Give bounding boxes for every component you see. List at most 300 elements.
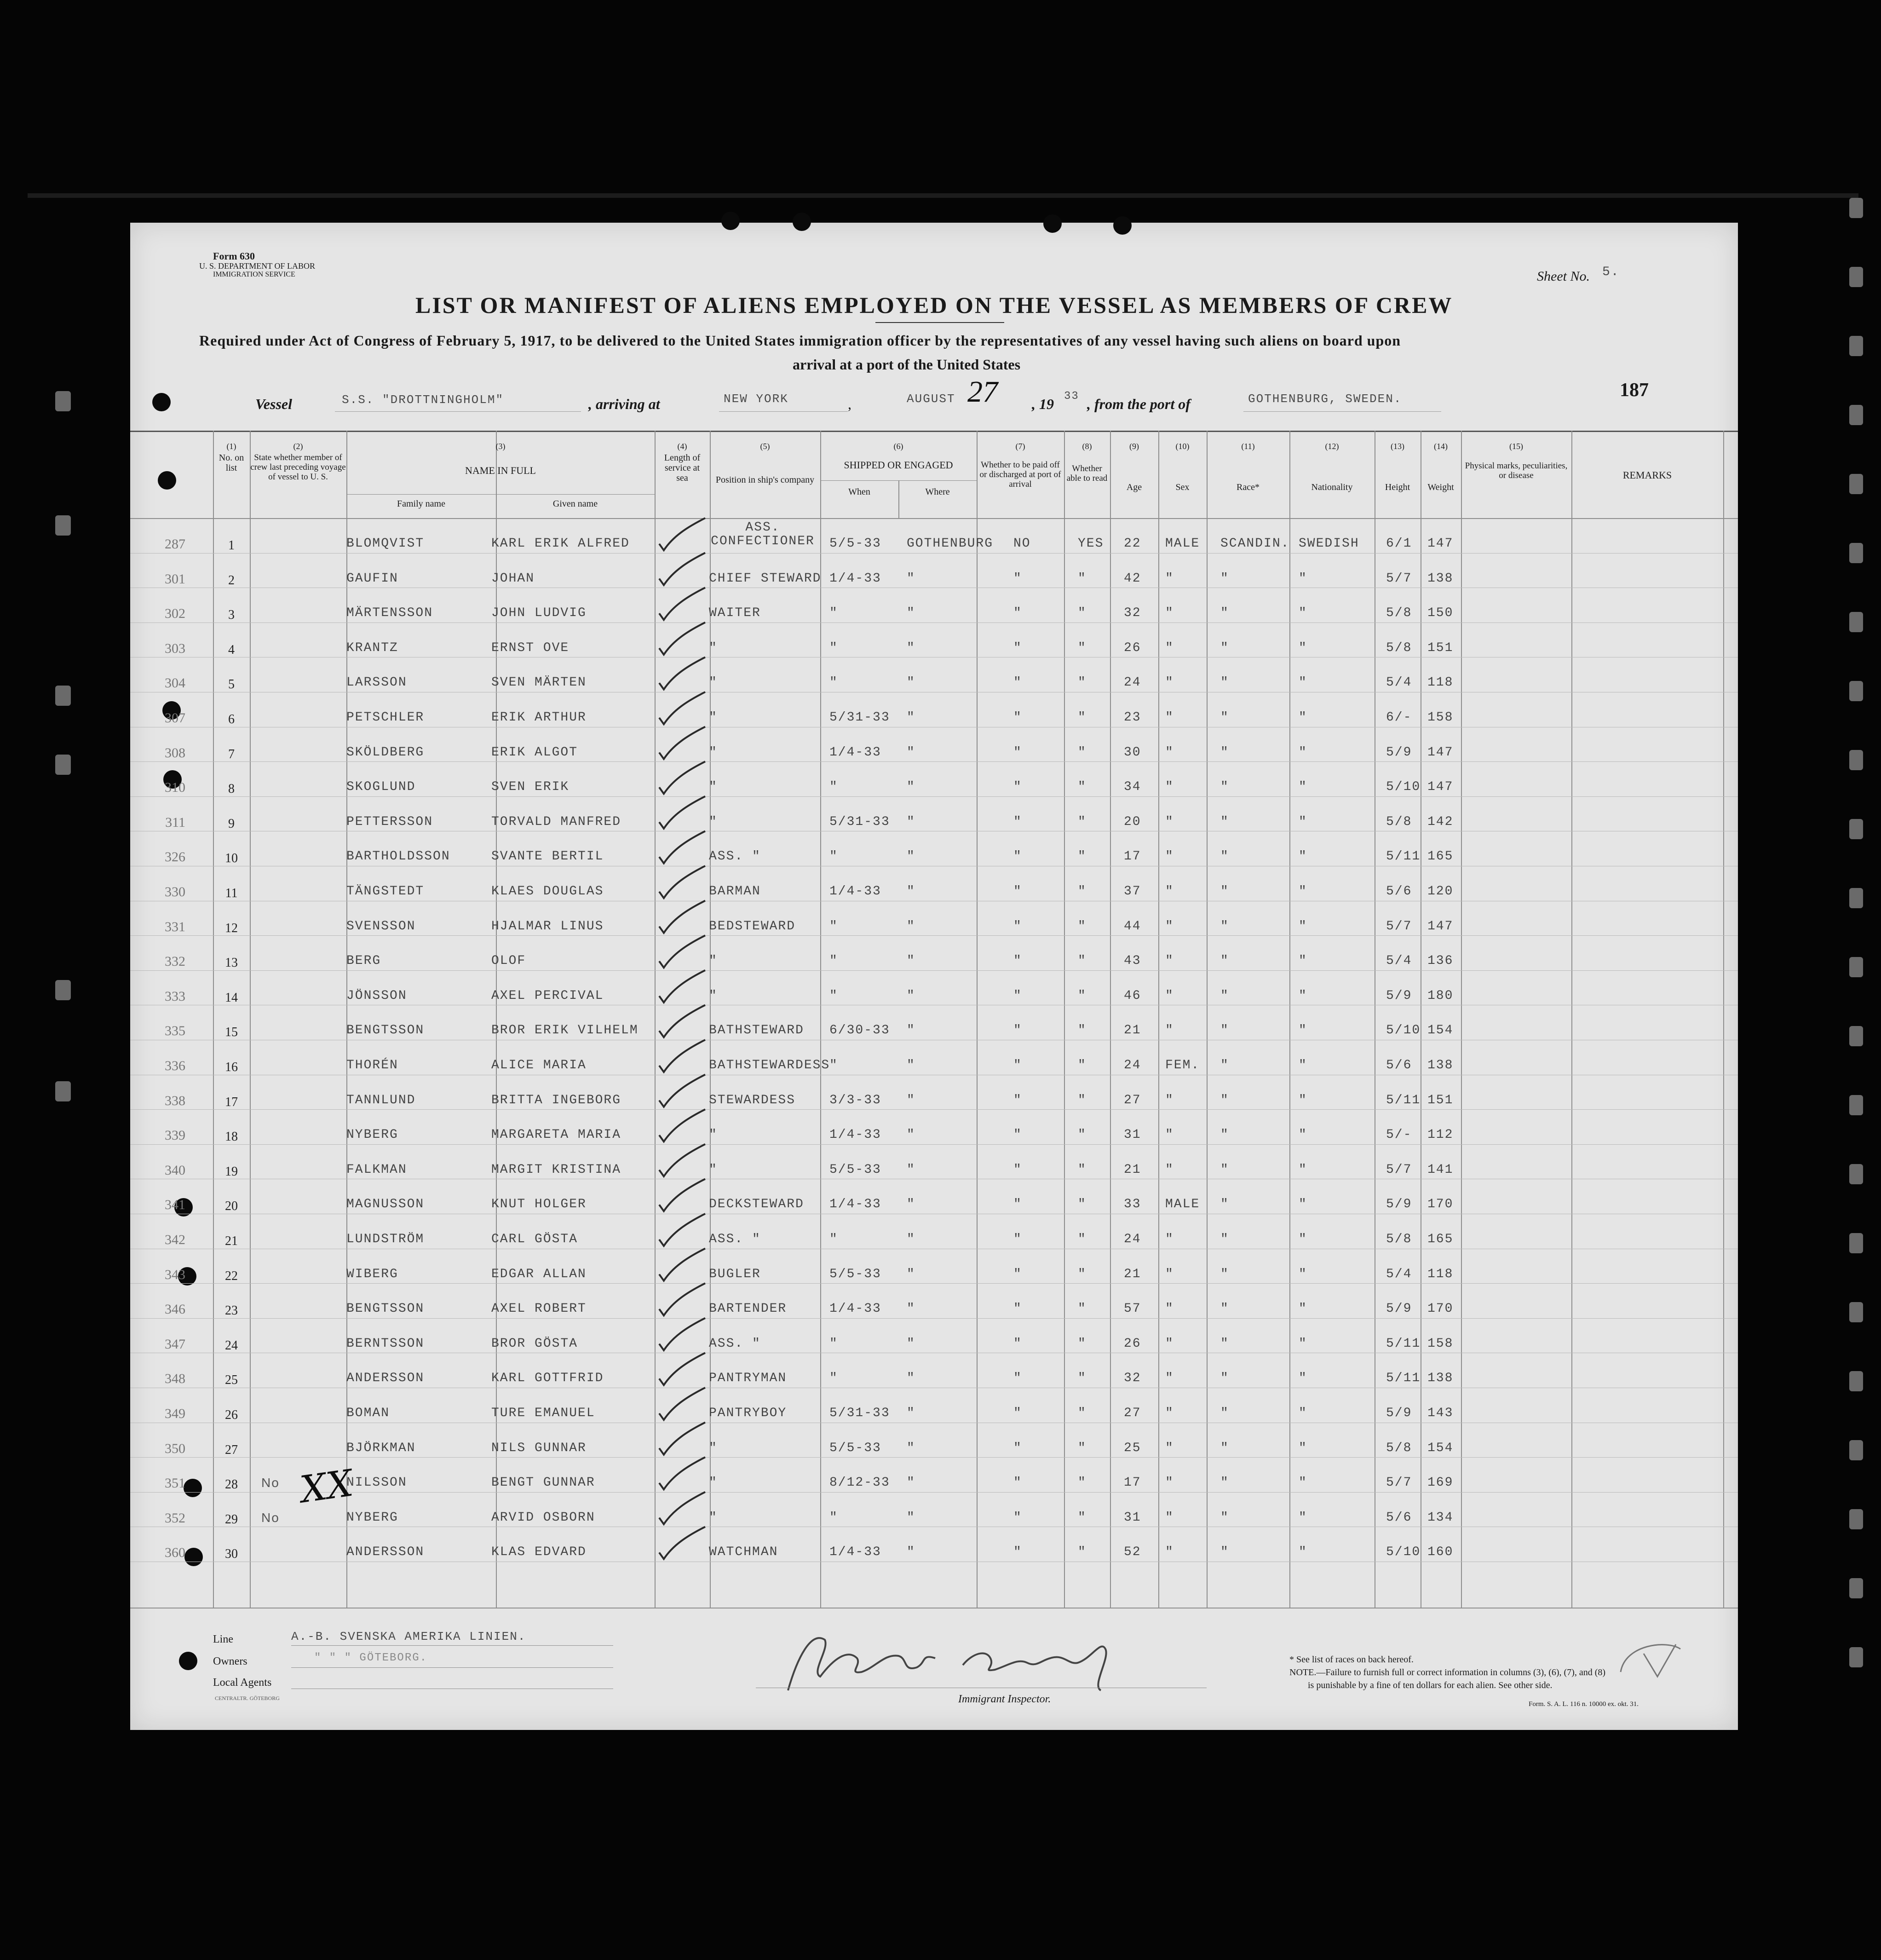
- family-name: TANNLUND: [346, 1093, 416, 1107]
- given-name: ALICE MARIA: [491, 1058, 587, 1072]
- able-to-read: ": [1078, 1128, 1087, 1142]
- shipped-when: 1/4-33: [829, 571, 881, 586]
- sex: ": [1165, 1023, 1174, 1038]
- weight: 170: [1427, 1302, 1454, 1316]
- list-number: 26: [225, 1408, 238, 1422]
- film-hole: [1849, 198, 1863, 218]
- film-hole: [1849, 1233, 1863, 1253]
- able-to-read: ": [1078, 1476, 1087, 1490]
- family-name: SVENSSON: [346, 919, 416, 934]
- able-to-read: ": [1078, 954, 1087, 968]
- ledger-number: 351: [165, 1476, 185, 1491]
- paid-off: ": [1013, 571, 1022, 586]
- col3-family-header: Family name: [397, 499, 445, 509]
- sex: ": [1165, 1093, 1174, 1107]
- sex: ": [1165, 710, 1174, 725]
- race: ": [1220, 1406, 1229, 1420]
- race: ": [1220, 1510, 1229, 1525]
- check-mark: [659, 692, 705, 724]
- col7-num: (7): [1015, 442, 1025, 451]
- given-name: TORVALD MANFRED: [491, 814, 621, 829]
- age: 46: [1124, 988, 1141, 1003]
- race: ": [1220, 1023, 1229, 1038]
- nationality: ": [1299, 814, 1307, 829]
- position: ": [709, 640, 718, 655]
- department-label: U. S. DEPARTMENT OF LABOR: [199, 261, 315, 271]
- paid-off: ": [1013, 954, 1022, 968]
- shipped-when: ": [829, 640, 838, 655]
- col-prev-voyage: No: [261, 1510, 280, 1525]
- sex: ": [1165, 1336, 1174, 1351]
- age: 27: [1124, 1406, 1141, 1420]
- height: 5/9: [1386, 1197, 1412, 1212]
- age: 24: [1124, 675, 1141, 690]
- shipped-when: ": [829, 1510, 838, 1525]
- paid-off: ": [1013, 1545, 1022, 1560]
- paid-off: ": [1013, 710, 1022, 725]
- col5-num: (5): [760, 442, 770, 451]
- position: ": [709, 954, 718, 968]
- sex: FEM.: [1165, 1058, 1200, 1072]
- ledger-number: 347: [165, 1336, 185, 1352]
- family-name: KRANTZ: [346, 640, 398, 655]
- sex: ": [1165, 1302, 1174, 1316]
- weight: 150: [1427, 606, 1454, 621]
- sex: ": [1165, 1406, 1174, 1420]
- given-name: AXEL PERCIVAL: [491, 988, 604, 1003]
- race: ": [1220, 1545, 1229, 1560]
- shipped-where: ": [907, 1302, 915, 1316]
- underline: [291, 1645, 613, 1646]
- shipped-where: ": [907, 1058, 915, 1072]
- shipped-when: ": [829, 954, 838, 968]
- height: 5/9: [1386, 988, 1412, 1003]
- list-number: 23: [225, 1303, 238, 1318]
- shipped-where: ": [907, 954, 915, 968]
- race: ": [1220, 1197, 1229, 1212]
- paid-off: ": [1013, 1058, 1022, 1072]
- paid-off: NO: [1013, 536, 1031, 551]
- able-to-read: ": [1078, 849, 1087, 864]
- check-mark: [659, 831, 705, 863]
- position: ": [709, 1510, 718, 1525]
- film-hole: [1849, 819, 1863, 839]
- height: 5/4: [1386, 954, 1412, 968]
- film-hole: [1849, 1509, 1863, 1529]
- paid-off: ": [1013, 1267, 1022, 1281]
- given-name: KARL ERIK ALFRED: [491, 536, 630, 551]
- position: WAITER: [709, 606, 761, 621]
- shipped-when: 1/4-33: [829, 1128, 881, 1142]
- vessel-label: Vessel: [255, 396, 292, 412]
- paid-off: ": [1013, 849, 1022, 864]
- family-name: BOMAN: [346, 1406, 390, 1420]
- race: ": [1220, 1232, 1229, 1246]
- list-number: 19: [225, 1164, 238, 1179]
- position: DECKSTEWARD: [709, 1197, 804, 1212]
- race: ": [1220, 1093, 1229, 1107]
- age: 57: [1124, 1302, 1141, 1316]
- ledger-number: 330: [165, 884, 185, 899]
- family-name: NILSSON: [346, 1476, 407, 1490]
- check-marks: [130, 223, 1738, 1730]
- weight: 112: [1427, 1128, 1454, 1142]
- check-mark: [659, 1457, 705, 1489]
- list-number: 17: [225, 1095, 238, 1109]
- height: 5/4: [1386, 675, 1412, 690]
- shipped-when: ": [829, 606, 838, 621]
- race: ": [1220, 814, 1229, 829]
- race: ": [1220, 745, 1229, 760]
- film-hole: [1849, 1647, 1863, 1667]
- position: ": [709, 780, 718, 795]
- able-to-read: ": [1078, 745, 1087, 760]
- manifest-sheet: [130, 223, 1738, 1730]
- paid-off: ": [1013, 1336, 1022, 1351]
- page-number: 187: [1620, 380, 1649, 401]
- paid-off: ": [1013, 640, 1022, 655]
- age: 26: [1124, 1336, 1141, 1351]
- col-prev-voyage: No: [261, 1476, 280, 1490]
- check-mark: [659, 970, 705, 1003]
- sex: ": [1165, 1162, 1174, 1177]
- list-number: 9: [228, 816, 235, 831]
- race: ": [1220, 606, 1229, 621]
- race: ": [1220, 1476, 1229, 1490]
- position: ": [709, 988, 718, 1003]
- col6-when-header: When: [848, 487, 870, 497]
- able-to-read: ": [1078, 780, 1087, 795]
- film-hole: [1849, 681, 1863, 701]
- list-number: 15: [225, 1025, 238, 1040]
- list-number: 5: [228, 677, 235, 692]
- sex: ": [1165, 1510, 1174, 1525]
- given-name: JOHAN: [491, 571, 535, 586]
- shipped-when: 5/5-33: [829, 536, 881, 551]
- given-name: TURE EMANUEL: [491, 1406, 595, 1420]
- shipped-when: 5/31-33: [829, 814, 890, 829]
- family-name: LUNDSTRÖM: [346, 1232, 425, 1246]
- shipped-when: ": [829, 780, 838, 795]
- nationality: ": [1299, 606, 1307, 621]
- age: 32: [1124, 1371, 1141, 1386]
- col4-header: Length of service at sea: [664, 453, 701, 483]
- given-name: BENGT GUNNAR: [491, 1476, 595, 1490]
- able-to-read: ": [1078, 1302, 1087, 1316]
- film-hole: [1849, 1440, 1863, 1460]
- race: ": [1220, 849, 1229, 864]
- weight: 180: [1427, 988, 1454, 1003]
- shipped-where: ": [907, 780, 915, 795]
- ledger-number: 331: [165, 919, 185, 934]
- given-name: ERIK ALGOT: [491, 745, 578, 760]
- ledger-number: 338: [165, 1093, 185, 1108]
- col14-header: Weight: [1427, 482, 1454, 492]
- check-mark: [659, 1388, 705, 1420]
- weight: 151: [1427, 1093, 1454, 1107]
- shipped-when: 5/5-33: [829, 1441, 881, 1455]
- ledger-number: 335: [165, 1023, 185, 1039]
- race: ": [1220, 919, 1229, 934]
- family-name: SKÖLDBERG: [346, 745, 425, 760]
- height: 5/7: [1386, 1162, 1412, 1177]
- paid-off: ": [1013, 675, 1022, 690]
- age: 24: [1124, 1058, 1141, 1072]
- arriving-label: , arriving at: [588, 396, 660, 412]
- age: 27: [1124, 1093, 1141, 1107]
- ledger-number: 304: [165, 675, 185, 691]
- family-name: TÄNGSTEDT: [346, 884, 425, 899]
- nationality: ": [1299, 1162, 1307, 1177]
- family-name: THORÉN: [346, 1058, 398, 1072]
- nationality: ": [1299, 1371, 1307, 1386]
- film-hole: [1849, 750, 1863, 770]
- film-hole: [1849, 1026, 1863, 1046]
- race: ": [1220, 1371, 1229, 1386]
- family-name: BENGTSSON: [346, 1302, 425, 1316]
- able-to-read: ": [1078, 1232, 1087, 1246]
- nationality: ": [1299, 1023, 1307, 1038]
- family-name: NYBERG: [346, 1510, 398, 1525]
- age: 21: [1124, 1023, 1141, 1038]
- race: ": [1220, 988, 1229, 1003]
- height: 5/8: [1386, 606, 1412, 621]
- arrival-month: AUGUST: [907, 392, 955, 406]
- check-mark: [659, 1283, 705, 1315]
- shipped-where: ": [907, 1232, 915, 1246]
- age: 34: [1124, 780, 1141, 795]
- col6-where-header: Where: [925, 487, 950, 497]
- height: 5/11: [1386, 1093, 1421, 1107]
- height: 5/7: [1386, 571, 1412, 586]
- family-name: GAUFIN: [346, 571, 398, 586]
- col6-num: (6): [893, 442, 903, 451]
- shipped-when: ": [829, 849, 838, 864]
- col8-header: Whether able to read: [1066, 464, 1108, 483]
- ledger-number: 352: [165, 1510, 185, 1526]
- ledger-number: 339: [165, 1128, 185, 1143]
- nationality: ": [1299, 640, 1307, 655]
- check-mark: [659, 623, 705, 655]
- ledger-number: 303: [165, 640, 185, 656]
- age: 22: [1124, 536, 1141, 551]
- col2-header: State whether member of crew last preceding voyage of vessel to U. S.: [250, 453, 346, 482]
- sex: ": [1165, 1232, 1174, 1246]
- check-mark: [659, 1353, 705, 1385]
- given-name: NILS GUNNAR: [491, 1441, 587, 1455]
- shipped-where: ": [907, 988, 915, 1003]
- age: 20: [1124, 814, 1141, 829]
- height: 5/8: [1386, 1441, 1412, 1455]
- col1-num: (1): [226, 442, 236, 451]
- nationality: ": [1299, 1197, 1307, 1212]
- check-mark: [659, 1040, 705, 1072]
- age: 31: [1124, 1510, 1141, 1525]
- able-to-read: ": [1078, 571, 1087, 586]
- family-name: ANDERSSON: [346, 1545, 425, 1560]
- position: PANTRYBOY: [709, 1406, 787, 1420]
- nationality: ": [1299, 745, 1307, 760]
- shipped-where: ": [907, 1510, 915, 1525]
- age: 31: [1124, 1128, 1141, 1142]
- family-name: PETSCHLER: [346, 710, 425, 725]
- weight: 147: [1427, 536, 1454, 551]
- paid-off: ": [1013, 1302, 1022, 1316]
- list-number: 14: [225, 990, 238, 1005]
- able-to-read: ": [1078, 884, 1087, 899]
- shipped-when: 1/4-33: [829, 884, 881, 899]
- check-mark: [659, 1527, 705, 1559]
- sex: ": [1165, 1441, 1174, 1455]
- check-mark: [659, 588, 705, 620]
- shipped-when: 8/12-33: [829, 1476, 890, 1490]
- nationality: SWEDISH: [1299, 536, 1359, 551]
- col4-num: (4): [677, 442, 687, 451]
- paid-off: ": [1013, 1023, 1022, 1038]
- list-number: 13: [225, 956, 238, 970]
- race: ": [1220, 1441, 1229, 1455]
- paid-off: ": [1013, 1406, 1022, 1420]
- paid-off: ": [1013, 780, 1022, 795]
- shipped-where: ": [907, 675, 915, 690]
- weight: 147: [1427, 745, 1454, 760]
- sex: ": [1165, 745, 1174, 760]
- races-note: * See list of races on back hereof.: [1289, 1654, 1414, 1665]
- shipped-where: ": [907, 710, 915, 725]
- shipped-when: 1/4-33: [829, 745, 881, 760]
- given-name: JOHN LUDVIG: [491, 606, 587, 621]
- list-number: 28: [225, 1477, 238, 1492]
- paid-off: ": [1013, 1441, 1022, 1455]
- position: WATCHMAN: [709, 1545, 778, 1560]
- family-name: MAGNUSSON: [346, 1197, 425, 1212]
- list-number: 29: [225, 1512, 238, 1527]
- position: ASS. ": [709, 849, 761, 864]
- race: ": [1220, 884, 1229, 899]
- shipped-when: ": [829, 675, 838, 690]
- able-to-read: ": [1078, 1058, 1087, 1072]
- position: ": [709, 745, 718, 760]
- check-mark: [659, 935, 705, 968]
- race: ": [1220, 1267, 1229, 1281]
- sex: ": [1165, 1267, 1174, 1281]
- paid-off: ": [1013, 1232, 1022, 1246]
- nationality: ": [1299, 780, 1307, 795]
- list-number: 20: [225, 1199, 238, 1214]
- position: ": [709, 1476, 718, 1490]
- check-mark: [659, 866, 705, 898]
- local-agents-label: Local Agents: [213, 1677, 272, 1689]
- check-mark: [659, 796, 705, 829]
- paid-off: ": [1013, 1093, 1022, 1107]
- nationality: ": [1299, 1545, 1307, 1560]
- able-to-read: ": [1078, 1441, 1087, 1455]
- shipped-when: 5/31-33: [829, 710, 890, 725]
- weight: 151: [1427, 640, 1454, 655]
- nationality: ": [1299, 1232, 1307, 1246]
- given-name: KLAES DOUGLAS: [491, 884, 604, 899]
- given-name: ARVID OSBORN: [491, 1510, 595, 1525]
- list-number: 3: [228, 608, 235, 623]
- position: PANTRYMAN: [709, 1371, 787, 1386]
- shipped-when: 5/5-33: [829, 1162, 881, 1177]
- film-hole: [1849, 1095, 1863, 1115]
- col15-header: Physical marks, peculiarities, or disease: [1465, 461, 1568, 480]
- nationality: ": [1299, 571, 1307, 586]
- line-label: Line: [213, 1633, 233, 1645]
- able-to-read: ": [1078, 1162, 1087, 1177]
- paid-off: ": [1013, 745, 1022, 760]
- owners-label: Owners: [213, 1655, 247, 1667]
- arriving-port: NEW YORK: [724, 392, 788, 406]
- list-number: 8: [228, 782, 235, 796]
- position: ASS. ": [709, 1232, 761, 1246]
- weight: 118: [1427, 1267, 1454, 1281]
- arrival-day: 27: [967, 375, 998, 409]
- shipped-when: 1/4-33: [829, 1197, 881, 1212]
- given-name: CARL GÖSTA: [491, 1232, 578, 1246]
- paid-off: ": [1013, 884, 1022, 899]
- able-to-read: ": [1078, 1510, 1087, 1525]
- weight: 170: [1427, 1197, 1454, 1212]
- note-line-1: NOTE.—Failure to furnish full or correct information in columns (3), (6), (7), and (8): [1289, 1667, 1606, 1678]
- printer-mark: CENTRALTR. GÖTEBORG: [215, 1695, 280, 1701]
- ledger-number: 310: [165, 780, 185, 796]
- age: 37: [1124, 884, 1141, 899]
- given-name: BROR ERIK VILHELM: [491, 1023, 639, 1038]
- shipped-when: ": [829, 988, 838, 1003]
- given-name: KARL GOTTFRID: [491, 1371, 604, 1386]
- list-number: 18: [225, 1130, 238, 1144]
- position: STEWARDESS: [709, 1093, 796, 1107]
- age: 30: [1124, 745, 1141, 760]
- age: 44: [1124, 919, 1141, 934]
- shipped-when: ": [829, 1371, 838, 1386]
- col10-num: (10): [1175, 442, 1190, 451]
- able-to-read: ": [1078, 640, 1087, 655]
- arrival-year: 33: [1064, 390, 1079, 403]
- sheet-label: Sheet No.: [1537, 269, 1590, 284]
- list-number: 12: [225, 921, 238, 935]
- nationality: ": [1299, 675, 1307, 690]
- able-to-read: ": [1078, 814, 1087, 829]
- weight: 169: [1427, 1476, 1454, 1490]
- comma: ,: [848, 396, 851, 412]
- ledger-number: 302: [165, 606, 185, 622]
- position: BEDSTEWARD: [709, 919, 796, 934]
- height: 5/8: [1386, 814, 1412, 829]
- film-hole: [1849, 405, 1863, 425]
- nationality: ": [1299, 1510, 1307, 1525]
- shipped-when: ": [829, 919, 838, 934]
- race: ": [1220, 675, 1229, 690]
- given-name: ERNST OVE: [491, 640, 569, 655]
- given-name: ERIK ARTHUR: [491, 710, 587, 725]
- film-hole: [1849, 957, 1863, 977]
- given-name: EDGAR ALLAN: [491, 1267, 587, 1281]
- family-name: SKOGLUND: [346, 780, 416, 795]
- page-title: LIST OR MANIFEST OF ALIENS EMPLOYED ON THE VESSEL AS MEMBERS OF CREW: [415, 292, 1453, 318]
- position: ASS. CONFECTIONER: [711, 520, 815, 548]
- age: 32: [1124, 606, 1141, 621]
- film-hole: [1849, 1578, 1863, 1598]
- weight: 134: [1427, 1510, 1454, 1525]
- weight: 154: [1427, 1441, 1454, 1455]
- ledger-number: 360: [165, 1545, 185, 1561]
- film-edge: [28, 193, 1858, 198]
- shipped-when: 5/31-33: [829, 1406, 890, 1420]
- shipped-when: 6/30-33: [829, 1023, 890, 1038]
